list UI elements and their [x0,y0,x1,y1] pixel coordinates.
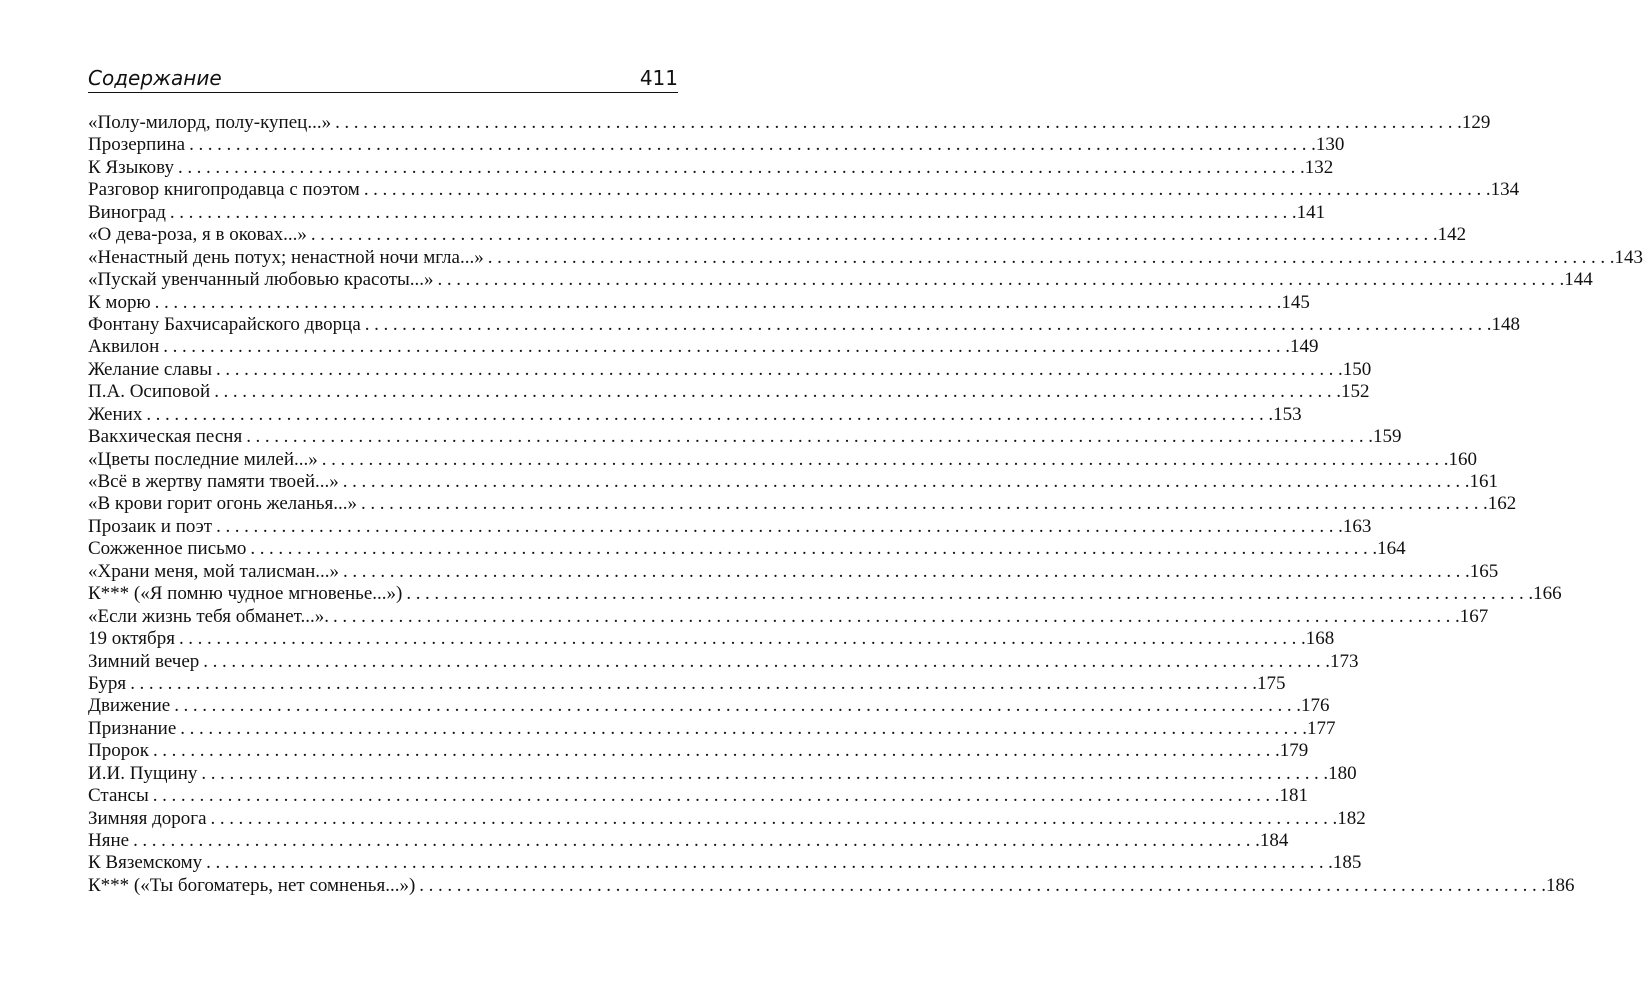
dot-leader: ........................................................................................................................ [214,381,1337,403]
dot-leader: ........................................................................................................................ [406,583,1529,605]
toc-entry[interactable] [88,650,1359,673]
toc-entry-title: Зимняя дорога [88,807,207,829]
dot-leader: ........................................................................................................................ [178,628,1301,650]
toc-entry-page: .132 [1299,156,1334,178]
toc-entry[interactable] [88,336,1319,358]
toc-entry-title: Буря [88,672,127,694]
toc-entry[interactable] [88,156,1334,179]
toc-entry-title: Стансы [88,785,149,807]
toc-entry-page: .185 [1328,852,1362,874]
toc-entry-page: .148 [1486,313,1521,335]
dot-leader: ........................................................................................................................ [310,224,1433,246]
toc-entry-page: .186 [1541,874,1575,896]
toc-entry-page: .153 [1268,403,1302,425]
dot-leader: ........................................................................................................................ [250,538,1373,560]
toc-entry-page: .141 [1291,201,1326,223]
toc-entry-page: .152 [1336,381,1370,403]
toc-entry-title: Вакхическая песня [88,426,243,448]
toc-entry-title: Фонтану Бахчисарайского дворца [88,313,361,335]
toc-entry-page: .176 [1296,695,1330,717]
dot-leader: ........................................................................................................................ [130,672,1253,694]
dot-leader: ........................................................................................................................ [203,650,1326,672]
toc-entry-title: «Ненастный день потух; ненастной ночи мгла...» [88,246,484,268]
toc-entry[interactable] [88,224,1467,246]
dot-leader: ........................................................................................................................ [189,134,1312,156]
toc-entry-page: .162 [1483,493,1517,515]
toc-entry-title: Желание славы [88,358,213,380]
toc-entry-page: .182 [1332,807,1366,829]
toc-entry-title: К Языкову [88,156,174,178]
toc-entry[interactable] [88,313,1521,336]
toc-entry-page: .150 [1338,358,1372,380]
toc-entry[interactable] [88,112,1491,134]
toc-entry-page: .159 [1368,426,1402,448]
dot-leader: ........................................................................................................................ [487,246,1610,268]
toc-entry-title: 19 октября [88,628,175,650]
toc-entry-page: .179 [1274,740,1309,762]
dot-leader: ........................................................................................................................ [163,336,1286,358]
toc-entry[interactable] [88,852,1362,874]
toc-entry[interactable] [88,785,1309,807]
toc-entry-title: Движение [88,695,171,717]
dot-leader: ........................................................................................................................ [342,471,1465,492]
toc-entry-page: .167 [1455,605,1489,627]
dot-leader: ........................................................................................................................ [333,605,1456,627]
toc-entry-title: К*** («Я помню чудное мгновенье...») [88,583,403,605]
toc-entry[interactable] [88,762,1357,785]
toc-entry-page: .175 [1252,672,1286,694]
toc-entry[interactable] [88,381,1370,403]
toc-entry[interactable] [88,515,1372,538]
toc-entry-title: Прозерпина [88,134,186,156]
toc-entry[interactable] [88,628,1335,650]
toc-entry[interactable] [88,403,1302,426]
toc-entry-page: .144 [1559,269,1593,291]
toc-entry[interactable] [88,560,1499,583]
table-of-contents [88,112,1643,897]
dot-leader: ........................................................................................................................ [133,830,1256,851]
toc-entry-title: «О дева-роза, я в оковах...» [88,224,307,246]
toc-entry-page: .181 [1274,785,1309,807]
running-title: Содержание [88,66,222,90]
toc-entry-page: .180 [1323,762,1357,784]
toc-entry-page: .184 [1255,830,1289,851]
toc-entry[interactable] [88,179,1520,201]
dot-leader: ........................................................................................................................ [206,852,1329,874]
toc-entry[interactable] [88,874,1575,897]
toc-entry[interactable] [88,605,1489,628]
toc-entry[interactable] [88,583,1562,605]
toc-entry[interactable] [88,269,1593,291]
toc-entry-title: «Цветы последние милей...» [88,448,318,470]
toc-entry[interactable] [88,291,1310,314]
toc-entry-title: И.И. Пущину [88,762,198,784]
toc-entry-title: «В крови горит огонь желанья...» [88,493,358,515]
toc-entry[interactable] [88,717,1336,740]
toc-entry-page: .161 [1464,471,1499,492]
toc-entry-page: .177 [1302,717,1336,739]
dot-leader: ........................................................................................................................ [246,426,1369,448]
toc-entry[interactable] [88,672,1286,695]
dot-leader: ........................................................................................................................ [174,695,1297,717]
toc-entry-title: Пророк [88,740,149,762]
dot-leader: ........................................................................................................................ [152,740,1275,762]
dot-leader: ........................................................................................................................ [321,448,1444,470]
toc-entry[interactable] [88,695,1330,717]
toc-entry-page: .173 [1325,650,1359,672]
toc-entry-title: Прозаик и поэт [88,515,213,537]
toc-entry[interactable] [88,201,1326,224]
toc-entry-title: Сожженное письмо [88,538,247,560]
toc-entry[interactable] [88,807,1366,830]
toc-entry[interactable] [88,246,1643,269]
toc-entry-title: П.А. Осиповой [88,381,211,403]
toc-entry-title: «Полу-милорд, полу-купец...» [88,112,332,133]
toc-entry[interactable] [88,471,1499,493]
page-header [88,62,678,93]
dot-leader: ........................................................................................................................ [419,874,1542,896]
dot-leader: ........................................................................................................................ [437,269,1560,291]
toc-entry-title: К*** («Ты богоматерь, нет сомненья...») [88,874,416,896]
toc-entry-page: .142 [1432,224,1467,246]
toc-entry-page: .130 [1311,134,1345,156]
toc-entry-title: Виноград [88,201,166,223]
toc-entry-page: .149 [1285,336,1319,358]
toc-entry-page: .143 [1609,246,1643,268]
toc-entry-title: «Если жизнь тебя обманет...». [88,605,330,627]
toc-entry[interactable] [88,493,1517,515]
page-number: 411 [639,66,678,90]
toc-entry-page: .165 [1465,560,1499,582]
dot-leader: ........................................................................................................................ [343,560,1466,582]
toc-entry-page: .164 [1372,538,1406,560]
toc-entry-title: Признание [88,717,177,739]
dot-leader: ........................................................................................................................ [361,493,1484,515]
toc-entry-title: Няне [88,830,130,851]
toc-entry[interactable] [88,426,1402,448]
toc-entry-title: «Всё в жертву памяти твоей...» [88,471,339,492]
toc-entry-page: .129 [1457,112,1491,133]
toc-entry-title: Жених [88,403,143,425]
dot-leader: ........................................................................................................................ [152,785,1275,807]
toc-entry-title: «Храни меня, мой талисман...» [88,560,340,582]
toc-entry-page: .160 [1443,448,1478,470]
toc-entry-title: К морю [88,291,151,313]
toc-entry-title: Аквилон [88,336,160,358]
toc-entry-title: «Пускай увенчанный любовью красоты...» [88,269,434,291]
dot-leader: ........................................................................................................................ [154,291,1277,313]
dot-leader: ........................................................................................................................ [363,179,1486,201]
toc-entry-page: .134 [1485,179,1520,201]
dot-leader: ........................................................................................................................ [177,156,1300,178]
dot-leader: ........................................................................................................................ [169,201,1292,223]
dot-leader: ........................................................................................................................ [180,717,1303,739]
toc-entry[interactable] [88,358,1372,381]
dot-leader: ........................................................................................................................ [364,313,1487,335]
toc-entry[interactable] [88,448,1478,471]
toc-entry[interactable] [88,830,1289,852]
toc-entry-title: К Вяземскому [88,852,203,874]
dot-leader: ........................................................................................................................ [201,762,1324,784]
toc-entry-title: Зимний вечер [88,650,200,672]
toc-entry-title: Разговор книгопродавца с поэтом [88,179,360,201]
toc-entry-page: .166 [1528,583,1562,605]
toc-entry-page: .168 [1300,628,1335,650]
toc-entry[interactable] [88,538,1406,560]
dot-leader: ........................................................................................................................ [146,403,1269,425]
dot-leader: ........................................................................................................................ [210,807,1333,829]
dot-leader: ........................................................................................................................ [216,515,1339,537]
dot-leader: ........................................................................................................................ [335,112,1458,133]
toc-entry[interactable] [88,740,1309,762]
toc-entry[interactable] [88,134,1345,156]
toc-entry-page: .163 [1338,515,1372,537]
dot-leader: ........................................................................................................................ [216,358,1339,380]
toc-entry-page: .145 [1276,291,1310,313]
